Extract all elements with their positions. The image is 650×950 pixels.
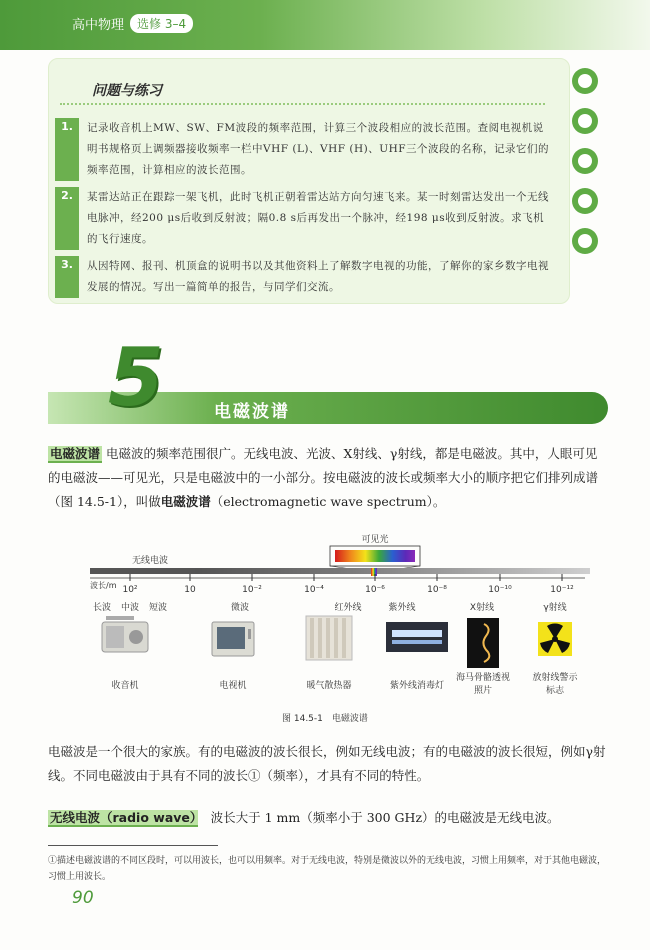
band-label: 红外线 [334,603,362,613]
visible-light-label: 可见光 [361,535,389,545]
exercise-item [55,118,550,181]
exercise-text: 从因特网、报刊、机顶盒的说明书以及其他资料上了解数字电视的功能，了解你的家乡数字电视发展的情况。写出一篇简单的报告，与同学们交流。 [87,260,549,293]
page-number: 90 [72,888,94,908]
radiator-icon [306,616,352,660]
device-label: 收音机 [111,681,139,691]
footnote: ①描述电磁波谱的不同区段时，可以用波长，也可以用频率。对于无线电波，特别是微波以外的无线电波，习惯上用频率，对于其他电磁波，习惯上用波长。 [48,856,607,882]
device-label: 暖气散热器 [306,681,352,691]
section-title: 电磁波谱 [214,402,290,422]
tv-icon [212,622,254,656]
tick-label: 10⁻⁸ [427,585,447,595]
intro-paragraph [48,442,608,514]
tick-label: 10² [122,585,138,595]
tick-label: 10⁻¹⁰ [488,585,512,595]
page-header [0,0,650,50]
tick-label: 10⁻² [242,585,262,595]
device-label: 紫外线消毒灯 [389,681,445,691]
radio-icon [102,616,148,652]
band-label: 长波 [92,603,112,613]
tick-label: 10⁻¹² [550,585,574,595]
band-label: X射线 [469,603,495,613]
device-label: 放射线警示标志 [532,673,578,696]
binder-ring-icon [572,68,598,94]
exercise-number: 3. [55,256,79,298]
bold-term: 电磁波谱 [160,494,211,509]
paragraph-text: （electromagnetic wave spectrum）。 [210,494,446,509]
paragraph-text: 波长大于 1 mm（频率小于 300 GHz）的电磁波是无线电波。 [198,810,560,825]
keyword-highlight: 电磁波谱 [50,446,101,461]
paragraph-text: 电磁波的频率范围很广。无线电波、光波、X射线、γ射线，都是电磁波。其中，人眼可见的电磁波——可见光，只是电磁波中的一小部分。按电磁波的波长或频率大小的顺序把它们排列成谱（图 14.5-1），叫做 [48,446,599,509]
family-paragraph: 电磁波是一个很大的家族。有的电磁波的波长很长，例如无线电波；有的电磁波的波长很短，例如γ射线。不同电磁波由于具有不同的波长①（频率），才具有不同的特性。 [48,744,606,783]
volume-badge: 选修 3–4 [130,14,193,33]
axis-label: 波长/m [90,581,117,590]
binder-tabs [572,68,600,268]
tick-label: 10⁻⁴ [304,585,324,595]
uv-lamp-icon [386,622,448,652]
binder-ring-icon [572,228,598,254]
exercise-number: 1. [55,118,79,181]
radiation-warning-icon [538,622,572,656]
binder-ring-icon [572,148,598,174]
band-label: 微波 [230,603,250,613]
exercise-text: 记录收音机上MW、SW、FM波段的频率范围，计算三个波段相应的波长范围。查阅电视机说明书规格页上调频器接收频率一栏中VHF (L)、VHF (H)、UHF三个波段的名称，记录它们的频率范围，计算相应的波长范围。 [87,122,550,176]
divider [60,103,545,105]
exercise-title: 问题与练习 [92,83,162,99]
tick-label: 10⁻⁶ [365,585,385,595]
band-label: 短波 [148,603,168,613]
exercise-item [55,256,550,298]
figure-caption: 图 14.5-1 电磁波谱 [282,714,368,724]
radio-band [90,568,195,574]
band-label: 中波 [120,603,140,613]
device-label: 电视机 [219,681,247,691]
seahorse-xray-icon [467,618,499,668]
visible-light-spectrum [335,550,415,562]
book-title: 高中物理 [72,18,125,33]
tick-label: 10 [184,585,196,595]
band-label: γ射线 [543,603,567,613]
visible-band-marker [371,568,377,576]
tick-marks [130,574,562,581]
binder-ring-icon [572,188,598,214]
exercise-item [55,187,550,250]
exercise-text: 某雷达站正在跟踪一架飞机，此时飞机正朝着雷达站方向匀速飞来。某一时刻雷达发出一个无线电脉冲，经200 μs后收到反射波；隔0.8 s后再发出一个脉冲，经198 μs收到反射波。求飞机的飞行速度。 [87,191,549,245]
exercise-list [55,118,550,304]
band-label: 紫外线 [388,603,416,613]
footnote-rule [48,845,218,846]
spectrum-figure [80,530,600,730]
device-label: 海马骨骼透视照片 [455,673,510,696]
exercise-number: 2. [55,187,79,250]
radio-wave-paragraph [48,806,608,830]
radio-wave-label: 无线电波 [131,556,169,566]
section-number: 5 [108,331,164,424]
binder-ring-icon [572,108,598,134]
keyword-highlight: 无线电波（radio wave） [50,810,197,825]
